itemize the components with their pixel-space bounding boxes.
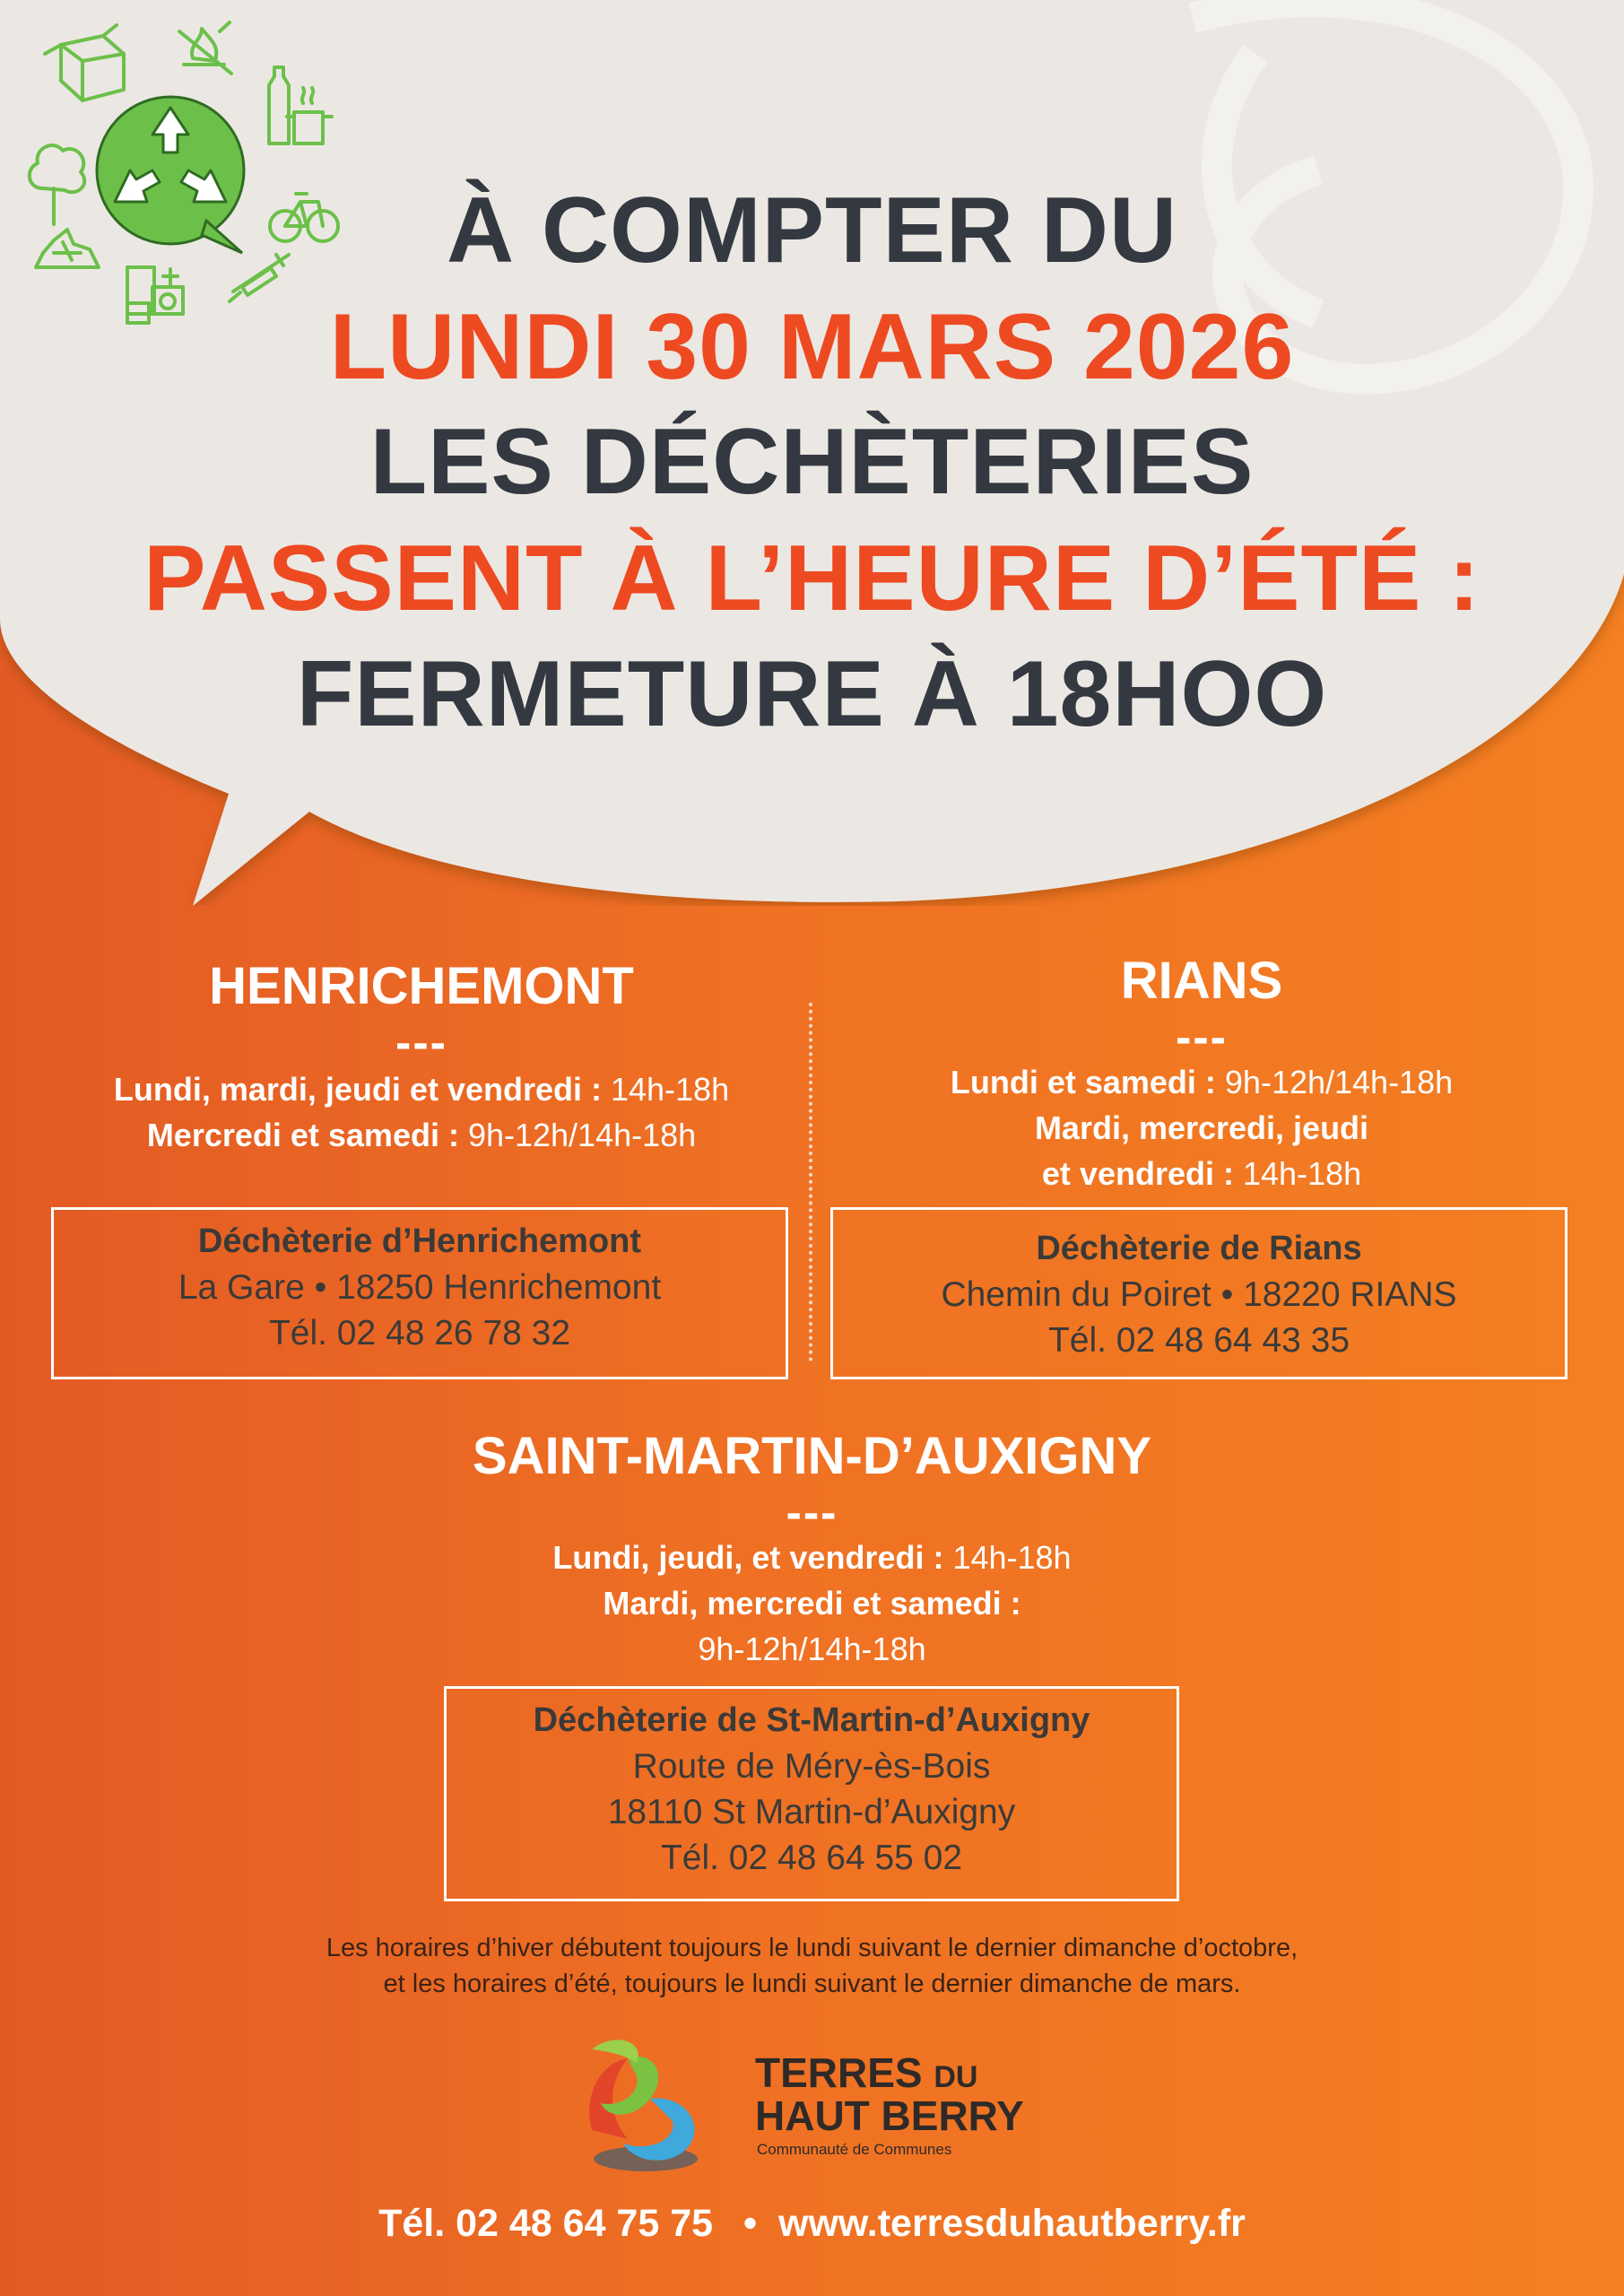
- rians-hours-2: Mardi, mercredi, jeudi: [1034, 1109, 1369, 1146]
- henrichemont-hours-2: Mercredi et samedi : 9h-12h/14h-18h: [146, 1116, 697, 1153]
- saint-martin-phone[interactable]: Tél. 02 48 64 55 02: [660, 1839, 963, 1877]
- logo-title-line-1: TERRES DU: [755, 2049, 978, 2096]
- saint-martin-box-title: Déchèterie de St-Martin-d’Auxigny: [533, 1701, 1090, 1739]
- henrichemont-box-title: Déchèterie d’Henrichemont: [197, 1222, 642, 1260]
- henrichemont-title: HENRICHEMONT: [209, 957, 634, 1015]
- saint-martin-address-2: 18110 St Martin-d’Auxigny: [607, 1793, 1016, 1831]
- schedule-note-line-2: et les horaires d’été, toujours le lundi suivant le dernier dimanche de mars.: [383, 1970, 1241, 1998]
- rians-box-title: Déchèterie de Rians: [1036, 1230, 1362, 1267]
- rians-title: RIANS: [1120, 952, 1283, 1010]
- rians-section: [825, 952, 1578, 1196]
- waste-pictograms: [18, 18, 341, 341]
- saint-martin-title: SAINT-MARTIN-D’AUXIGNY: [472, 1427, 1152, 1485]
- logo-swirl-icon: [574, 2031, 717, 2179]
- henrichemont-separator: ---: [395, 1016, 447, 1069]
- henrichemont-phone[interactable]: Tél. 02 48 26 78 32: [268, 1314, 571, 1352]
- headline-date: LUNDI 30 MARS 2026: [329, 295, 1295, 399]
- box-icon: [45, 25, 124, 100]
- saint-martin-hours-2: Mardi, mercredi et samedi :: [603, 1584, 1021, 1622]
- schedule-note: [0, 1930, 1624, 2002]
- saint-martin-address-1: Route de Méry-ès-Bois: [632, 1747, 991, 1786]
- logo-title-line-2: HAUT BERRY: [755, 2092, 1024, 2139]
- saint-martin-separator: ---: [786, 1486, 838, 1539]
- column-divider: [809, 1003, 812, 1361]
- bottle-icon: [269, 67, 289, 144]
- headline-line-5: FERMETURE À 18HOO: [296, 642, 1328, 746]
- footer-phone[interactable]: Tél. 02 48 64 75 75: [378, 2202, 714, 2245]
- henrichemont-address-box: [51, 1207, 788, 1379]
- pot-icon: [287, 88, 332, 144]
- rians-address-box: [830, 1207, 1568, 1379]
- saint-martin-hours-3: 9h-12h/14h-18h: [698, 1630, 926, 1667]
- saint-martin-hours-1: Lundi, jeudi, et vendredi : 14h-18h: [552, 1538, 1072, 1576]
- rians-phone[interactable]: Tél. 02 48 64 43 35: [1047, 1321, 1350, 1360]
- rians-separator: ---: [1176, 1011, 1228, 1064]
- headline-line-4: PASSENT À L’HEURE D’ÉTÉ :: [143, 526, 1481, 631]
- rians-address: Chemin du Poiret • 18220 RIANS: [941, 1275, 1457, 1314]
- rians-hours-1: Lundi et samedi : 9h-12h/14h-18h: [950, 1063, 1454, 1100]
- footer-separator: •: [743, 2202, 758, 2245]
- headline-line-1: À COMPTER DU: [446, 178, 1178, 283]
- schedule-note-line-1: Les horaires d’hiver débutent toujours le lundi suivant le dernier dimanche d’octobre,: [326, 1934, 1298, 1962]
- henrichemont-section: [36, 958, 807, 1158]
- footer-website-link[interactable]: www.terresduhautberry.fr: [778, 2202, 1246, 2245]
- logo-subtitle: Communauté de Communes: [757, 2141, 952, 2158]
- henrichemont-address: La Gare • 18250 Henrichemont: [178, 1268, 662, 1307]
- henrichemont-hours-1: Lundi, mardi, jeudi et vendredi : 14h-18h: [113, 1070, 730, 1108]
- terres-du-haut-berry-logo: [574, 2031, 1076, 2179]
- headline-line-3: LES DÉCHÈTERIES: [369, 410, 1255, 514]
- saint-martin-section: [0, 1428, 1624, 1672]
- no-burn-icon: [179, 22, 231, 74]
- rians-hours-3: et vendredi : 14h-18h: [1041, 1154, 1362, 1192]
- saint-martin-address-box: [444, 1686, 1179, 1901]
- footer-contact: [0, 2202, 1624, 2246]
